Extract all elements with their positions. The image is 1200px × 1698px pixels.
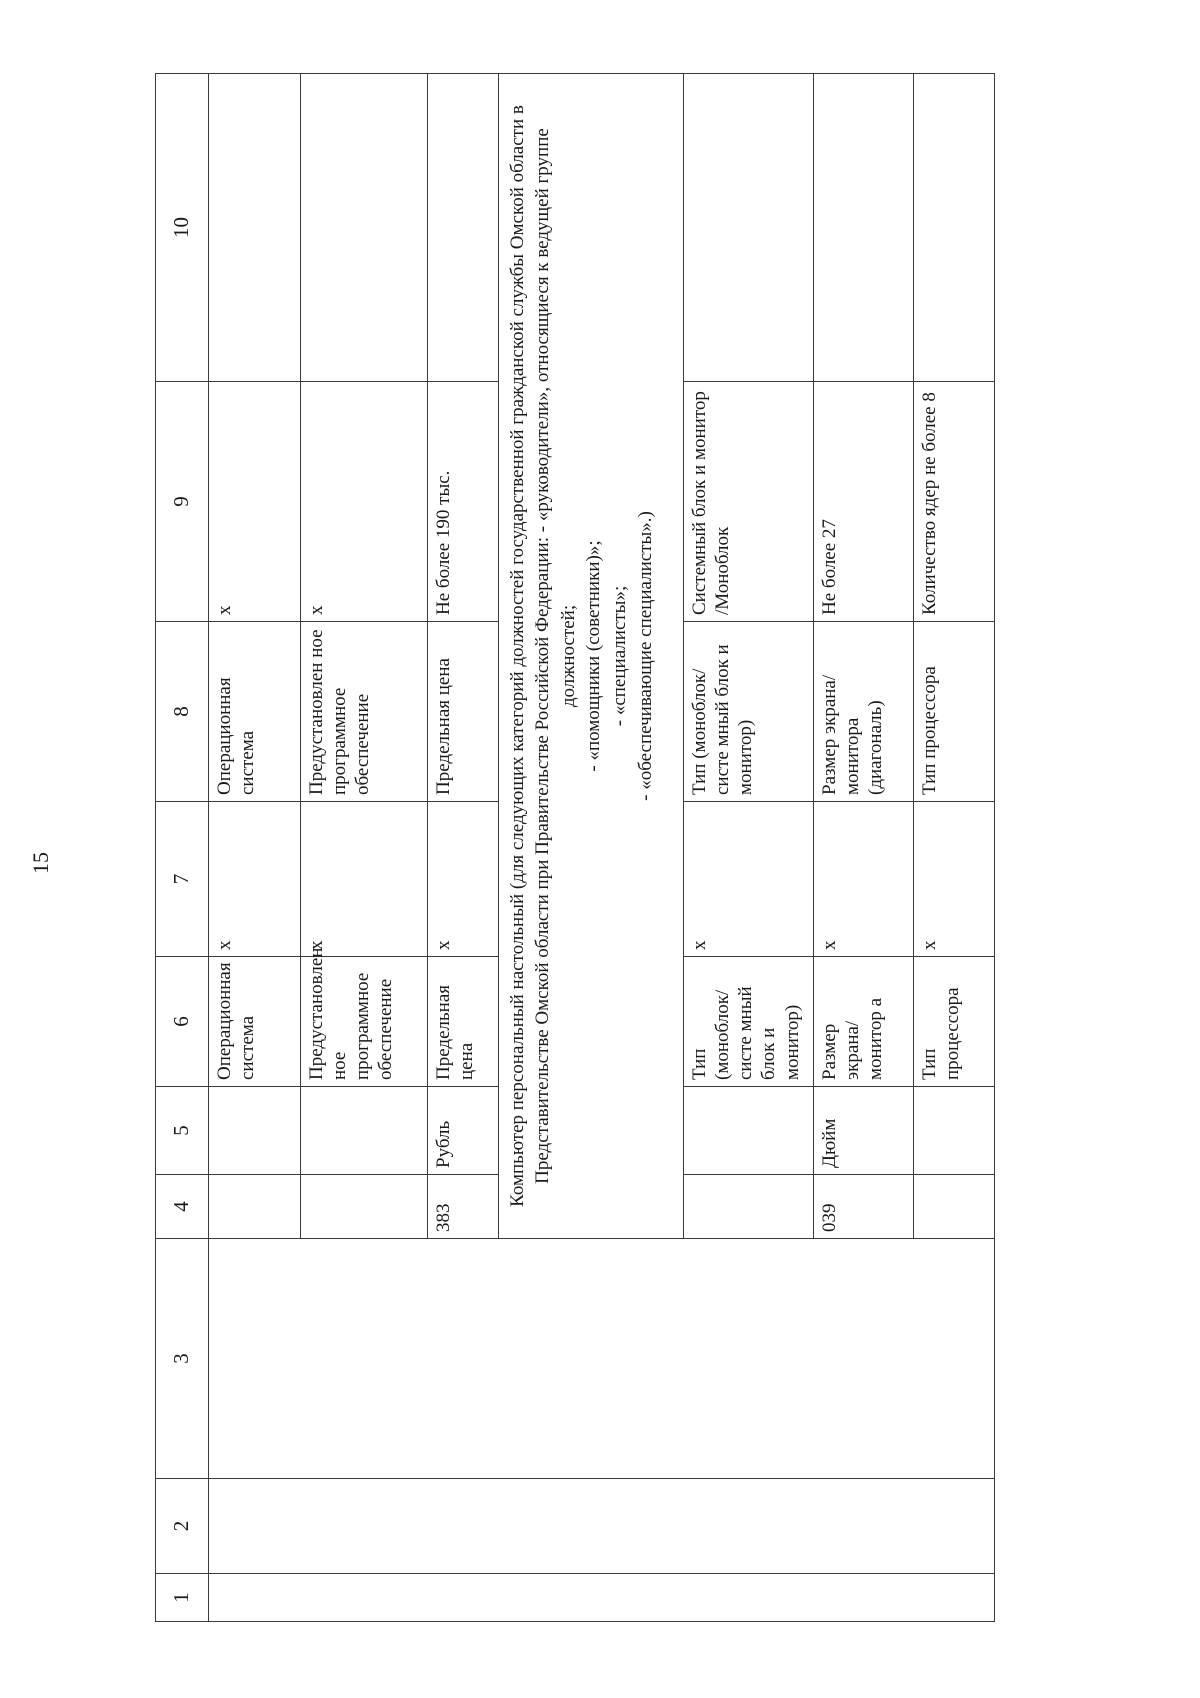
cell-characteristic: Тип (моноблок/систе мный блок и монитор) [683,622,813,802]
column-header: 10 [156,74,209,382]
column-header: 8 [156,622,209,802]
specification-table [155,73,995,1622]
cell-unit [209,1087,301,1175]
rotated-table-container [155,74,995,1622]
cell-value: Не более 27 [813,382,913,622]
cell-characteristic: Тип процессора [913,622,994,802]
cell-unit [300,1087,427,1175]
cell-characteristic: Предустановлен ное программное обеспечение [300,957,427,1087]
cell-value: x [300,802,427,957]
cell-code [300,1175,427,1239]
cell-col10 [209,74,301,382]
cell-unit [683,1087,813,1175]
column-header: 6 [156,957,209,1087]
cell-unit [913,1087,994,1175]
cell-characteristic: Предустановлен ное программное обеспечение [300,622,427,802]
cell-value: Количество ядер не более 8 [913,382,994,622]
page-number: 15 [28,852,53,874]
column-header: 9 [156,382,209,622]
cell-value: x [209,802,301,957]
merged-list-item: - «обеспечивающие специалисты».) [634,511,656,801]
cell-characteristic: Размер экрана/монитор а [813,957,913,1087]
merged-list-item: - «специалисты»; [609,585,631,727]
column-header: 4 [156,1175,209,1239]
cell-characteristic: Размер экрана/монитора (диагональ) [813,622,913,802]
cell-value: Системный блок и монитор /Моноблок [683,382,813,622]
table-row [209,74,301,1622]
merged-description-cell [498,74,683,1239]
cell-unit: Рубль [427,1087,498,1175]
cell-col1 [209,1574,995,1622]
cell-col10 [427,74,498,382]
cell-characteristic: Тип (моноблок/систе мный блок и монитор) [683,957,813,1087]
cell-characteristic: Операционная система [209,957,301,1087]
cell-col2 [209,1479,995,1574]
cell-code: 039 [813,1175,913,1239]
column-header: 5 [156,1087,209,1175]
cell-code [913,1175,994,1239]
column-header: 1 [156,1574,209,1622]
merged-list-item: - «помощники (советники)»; [583,540,605,772]
cell-code [683,1175,813,1239]
column-header: 2 [156,1479,209,1574]
cell-value: x [813,802,913,957]
cell-value: Не более 190 тыс. [427,382,498,622]
cell-value: x [300,382,427,622]
cell-value: x [209,382,301,622]
column-header: 3 [156,1239,209,1479]
cell-unit: Дюйм [813,1087,913,1175]
cell-col10 [813,74,913,382]
cell-code [209,1175,301,1239]
cell-characteristic: Операционная система [209,622,301,802]
cell-col10 [913,74,994,382]
cell-characteristic: Тип процессора [913,957,994,1087]
column-number-row [156,74,209,1622]
cell-value: x [683,802,813,957]
cell-characteristic: Предельная цена [427,957,498,1087]
cell-characteristic: Предельная цена [427,622,498,802]
cell-col10 [683,74,813,382]
merged-intro-text: Компьютер персональный настольный (для следующих категорий должностей государственной гражданской службы Омской области в Представительстве Омской области при Правительстве Российской Федерации: - «руководители», относящиеся к ведущей группе должностей; [506,105,579,1207]
cell-value: x [427,802,498,957]
column-header: 7 [156,802,209,957]
cell-col10 [300,74,427,382]
cell-code: 383 [427,1175,498,1239]
cell-col3 [209,1239,995,1479]
cell-value: x [913,802,994,957]
